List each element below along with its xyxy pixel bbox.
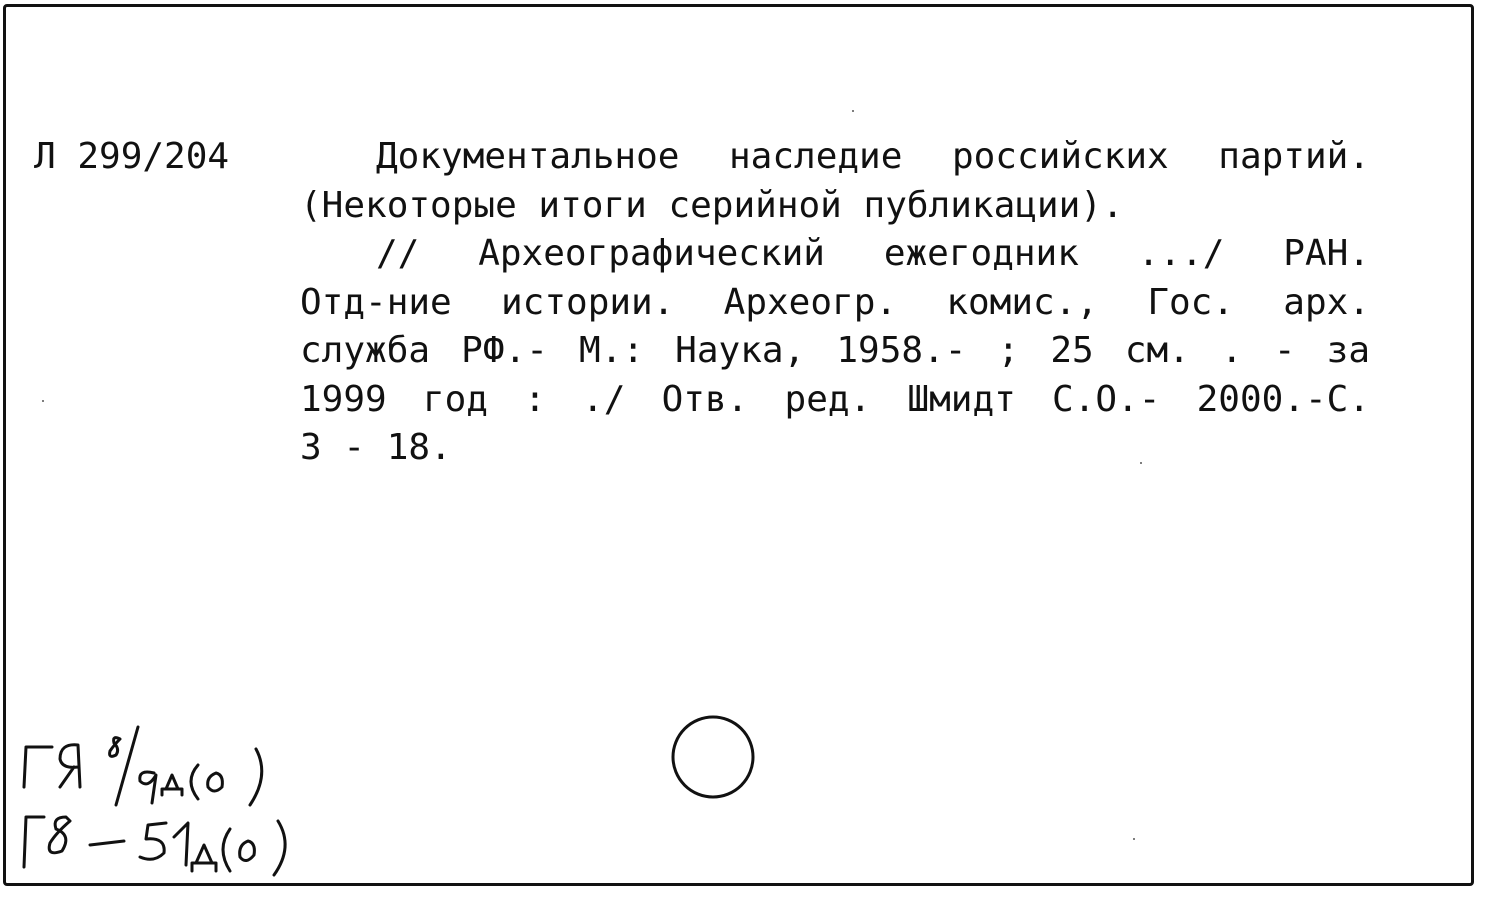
handwritten-code-1 <box>24 727 262 805</box>
bibliographic-record <box>300 133 1370 473</box>
record-line-title: Документальное наследие российских партий. <box>376 136 1370 177</box>
record-line-pages: 3 - 18. <box>300 427 452 468</box>
handwritten-code-2 <box>24 817 285 875</box>
scan-speck <box>1133 838 1135 840</box>
record-line-source: // Археографический ежегодник .../ РАН. <box>376 233 1370 274</box>
card-punch-hole <box>668 712 758 802</box>
record-line-imprint: служба РФ.- М.: Наука, 1958.- ; 25 см. . - за <box>300 330 1370 371</box>
scan-speck <box>42 400 44 402</box>
handwritten-classification-codes <box>16 725 316 890</box>
scan-speck <box>852 110 854 112</box>
record-line-subtitle: (Некоторые итоги серийной публикации). <box>300 184 1124 226</box>
shelfmark: Л 299/204 <box>34 136 230 177</box>
scan-speck <box>1140 462 1142 464</box>
record-line-publisher: Отд-ние истории. Археогр. комис., Гос. арх. <box>300 281 1370 323</box>
record-line-editor: 1999 год : ./ Отв. ред. Шмидт С.О.- 2000.-С. <box>300 378 1370 420</box>
